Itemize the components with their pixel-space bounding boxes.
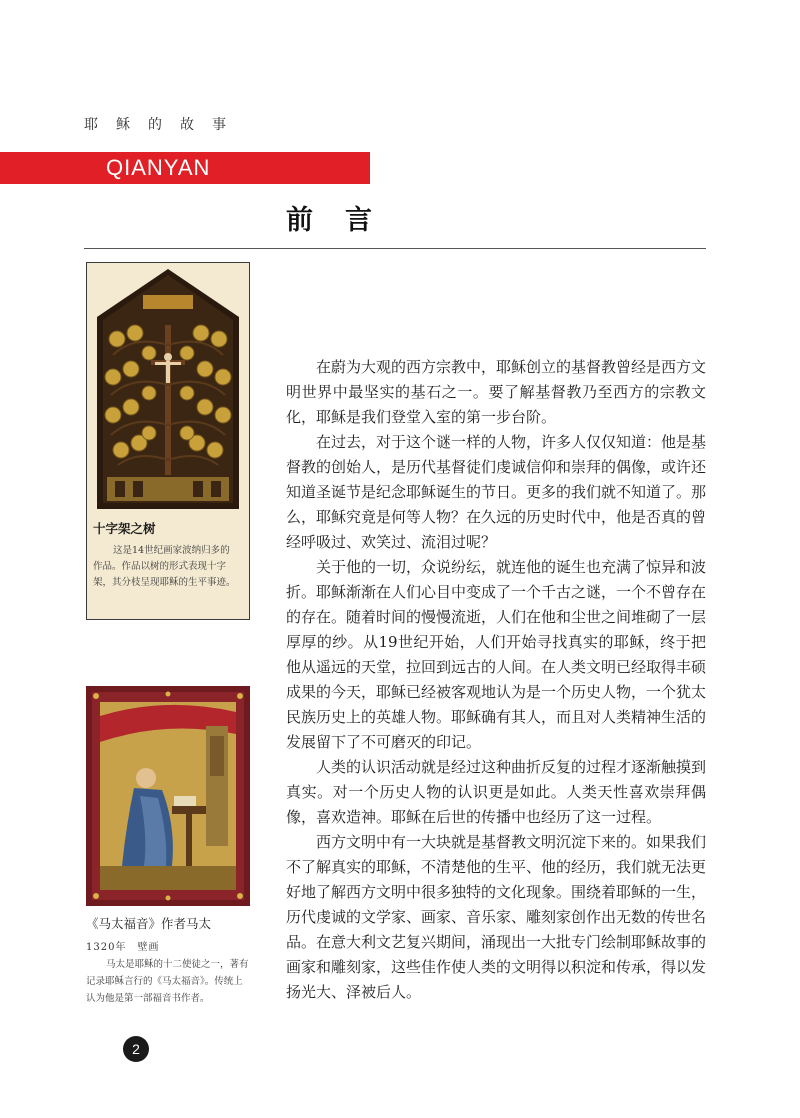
body-paragraph: 西方文明中有一大块就是基督教文明沉淀下来的。如果我们不了解真实的耶稣，不清楚他的生平、他的经历，我们就无法更好地了解西方文明中很多独特的文化现象。围绕着耶稣的一生，历代虔诚的文学家、画家、音乐家、雕刻家创作出无数的传世名品。在意大利文艺复兴期间，涌现出一大批专门绘制耶稣故事的画家和雕刻家，这些佳作使人类的文明得以积淀和传承，得以发扬光大、泽被后人。 (286, 833, 707, 1001)
page-title: 前言 (286, 205, 404, 236)
page-number: 2 (123, 1036, 149, 1062)
figure2-caption-title: 《马太福音》作者马太 (86, 916, 212, 931)
section-banner (0, 152, 370, 184)
figure2-caption-body: 马太是耶稣的十二使徒之一，著有记录耶稣言行的《马太福音》。传统上认为他是第一部福音书作者。 (86, 959, 249, 1004)
body-paragraph: 人类的认识活动就是经过这种曲折反复的过程才逐渐触摸到真实。对一个历史人物的认识更是如此。人类天性喜欢崇拜偶像，喜欢造神。耶稣在后世的传播中也经历了这一过程。 (286, 758, 707, 826)
figure-tree-of-cross (86, 262, 250, 620)
title-divider (84, 248, 706, 249)
figure1-caption-body: 这是14世纪画家波纳归多的作品。作品以树的形式表现十字架，其分枝呈现耶稣的生平事迹。 (93, 545, 236, 588)
running-header: 耶稣的故事 (84, 117, 244, 133)
body-text (286, 355, 706, 1005)
body-paragraph: 在蔚为大观的西方宗教中，耶稣创立的基督教曾经是西方文明世界中最坚实的基石之一。要了解基督教乃至西方的宗教文化，耶稣是我们登堂入室的第一步台阶。 (286, 358, 707, 426)
body-paragraph: 关于他的一切，众说纷纭，就连他的诞生也充满了惊异和波折。耶稣渐渐在人们心目中变成了一个千古之谜，一个不曾存在的存在。随着时间的慢慢流逝，人们在他和尘世之间堆砌了一层厚厚的纱。从19世纪开始，人们开始寻找真实的耶稣，终于把他从遥远的天堂，拉回到远古的人间。在人类文明已经取得丰硕成果的今天，耶稣已经被客观地认为是一个历史人物，一个犹太民族历史上的英雄人物。耶稣确有其人，而且对人类精神生活的发展留下了不可磨灭的印记。 (286, 558, 707, 751)
figure1-caption-title: 十字架之树 (93, 521, 156, 536)
figure2-caption-date: 1320年 壁画 (86, 942, 160, 953)
evangelist-matthew-manuscript-icon (86, 686, 250, 906)
section-banner-label: QIANYAN (106, 155, 211, 180)
tree-of-the-cross-painting-icon (93, 265, 243, 515)
body-paragraph: 在过去，对于这个谜一样的人物，许多人仅仅知道：他是基督教的创始人，是历代基督徒们虔诚信仰和崇拜的偶像，或许还知道圣诞节是纪念耶稣诞生的节日。更多的我们就不知道了。那么，耶稣究竟是何等人物？在久远的历史时代中，他是否真的曾经呼吸过、欢笑过、流泪过呢？ (286, 433, 707, 551)
